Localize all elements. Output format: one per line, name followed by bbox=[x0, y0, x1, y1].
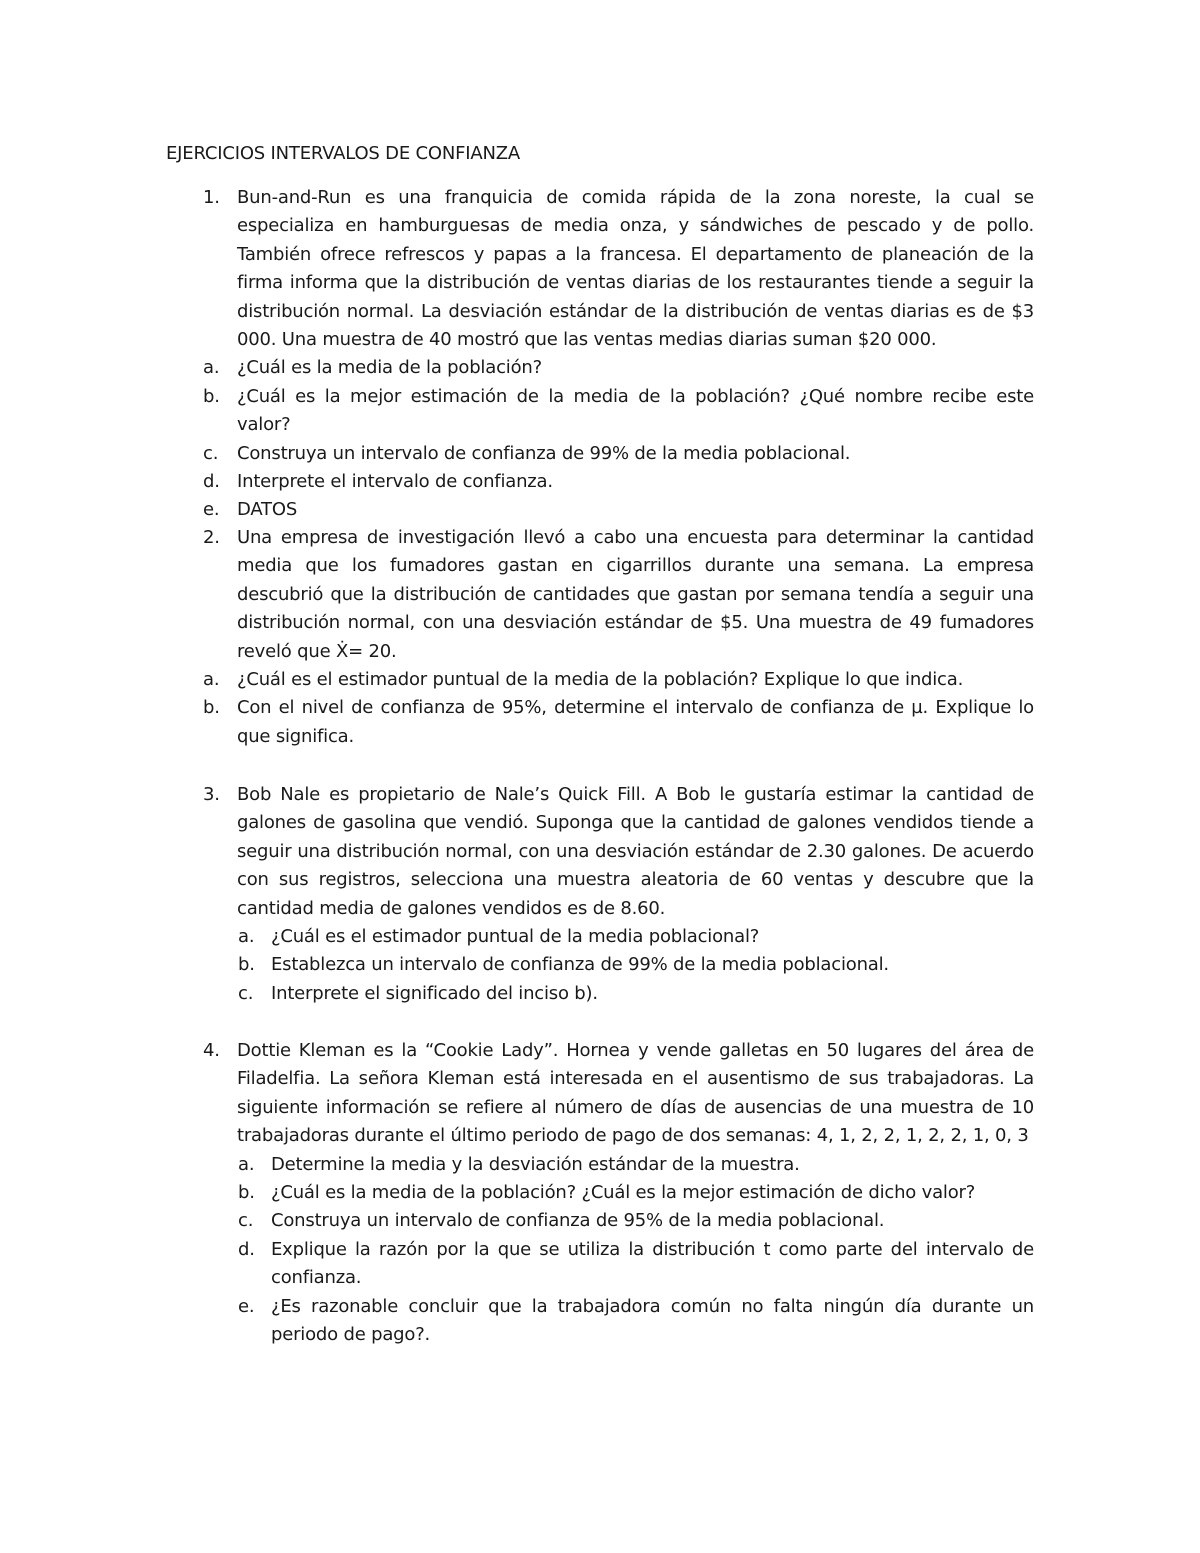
question-item bbox=[0, 1293, 1034, 1350]
question-text: Construya un intervalo de confianza de 95% de la media poblacional. bbox=[271, 1210, 885, 1232]
exercise-3 bbox=[0, 781, 1200, 1008]
exercise-text: Una empresa de investigación llevó a cabo una encuesta para determinar la cantidad media que los fumadores gastan en cigarrillos durante una semana. La empresa descubrió que la distribución de cantidades que gastan por semana tendía a seguir una distribución normal, con una desviación estándar de $5. Una muestra de 49 fumadores reveló que Ẋ= 20. bbox=[237, 527, 1034, 662]
exercise-number: 3. bbox=[203, 784, 220, 805]
question-item bbox=[0, 951, 1034, 979]
exercise-text: Dottie Kleman es la “Cookie Lady”. Hornea y vende galletas en 50 lugares del área de Filadelfia. La señora Kleman está interesada en el ausentismo de sus trabajadoras. La siguiente información se refiere al número de días de ausencias de una muestra de 10 trabajadoras durante el último periodo de pago de dos semanas: 4, 1, 2, 2, 1, 2, 2, 1, 0, 3 bbox=[237, 1040, 1034, 1147]
exercise-number: 4. bbox=[203, 1040, 220, 1061]
question-item bbox=[0, 923, 1034, 951]
question-item bbox=[0, 1151, 1034, 1179]
question-item bbox=[0, 1236, 1034, 1293]
question-item bbox=[0, 666, 1034, 694]
question-item bbox=[0, 694, 1034, 751]
question-text: ¿Cuál es la mejor estimación de la media de la población? ¿Qué nombre recibe este valor? bbox=[237, 385, 1034, 436]
question-letter: e. bbox=[238, 1295, 255, 1317]
exercise-number: 1. bbox=[203, 187, 220, 208]
question-text: Interprete el significado del inciso b). bbox=[271, 982, 598, 1004]
question-letter: b. bbox=[238, 954, 255, 976]
question-text: ¿Cuál es el estimador puntual de la media de la población? Explique lo que indica. bbox=[237, 669, 964, 691]
question-letter: a. bbox=[238, 926, 255, 948]
exercise-text: Bob Nale es propietario de Nale’s Quick Fill. A Bob le gustaría estimar la cantidad de galones de gasolina que vendió. Suponga que la cantidad de galones vendidos tiende a seguir una distribución normal, con una desviación estándar de 2.30 galones. De acuerdo con sus registros, selecciona una muestra aleatoria de 60 ventas y descubre que la cantidad media de galones vendidos es de 8.60. bbox=[237, 784, 1034, 919]
exercise-statement bbox=[0, 184, 1034, 354]
question-letter: c. bbox=[238, 1210, 254, 1232]
question-text: ¿Cuál es la media de la población? bbox=[237, 357, 542, 379]
question-letter: c. bbox=[238, 982, 254, 1004]
question-letter: b. bbox=[203, 385, 220, 407]
exercise-statement bbox=[0, 1037, 1034, 1151]
question-item bbox=[0, 980, 1034, 1008]
exercise-statement bbox=[0, 781, 1034, 923]
question-item bbox=[0, 1207, 1034, 1235]
question-text: ¿Cuál es la media de la población? ¿Cuál es la mejor estimación de dicho valor? bbox=[271, 1182, 976, 1204]
question-item bbox=[0, 468, 1034, 496]
question-text: Interprete el intervalo de confianza. bbox=[237, 471, 553, 493]
exercise-text: Bun-and-Run es una franquicia de comida rápida de la zona noreste, la cual se especializa en hamburguesas de media onza, y sándwiches de pescado y de pollo. También ofrece refrescos y papas a la francesa. El departamento de planeación de la firma informa que la distribución de ventas diarias de los restaurantes tiende a seguir la distribución normal. La desviación estándar de la distribución de ventas diarias es de $3 000. Una muestra de 40 mostró que las ventas medias diarias suman $20 000. bbox=[237, 187, 1034, 351]
question-item bbox=[0, 440, 1034, 468]
question-letter: b. bbox=[238, 1182, 255, 1204]
exercise-4 bbox=[0, 1037, 1200, 1349]
question-text: Con el nivel de confianza de 95%, determine el intervalo de confianza de µ. Explique lo que significa. bbox=[237, 697, 1034, 747]
question-letter: d. bbox=[203, 471, 220, 493]
exercise-1 bbox=[0, 184, 1200, 525]
question-text: Establezca un intervalo de confianza de 99% de la media poblacional. bbox=[271, 954, 889, 976]
question-letter: a. bbox=[238, 1153, 255, 1175]
question-letter: a. bbox=[203, 357, 220, 379]
page-title: EJERCICIOS INTERVALOS DE CONFIANZA bbox=[166, 143, 521, 164]
question-text: ¿Es razonable concluir que la trabajadora común no falta ningún día durante un periodo de pago?. bbox=[271, 1295, 1034, 1346]
question-text: Determine la media y la desviación estándar de la muestra. bbox=[271, 1153, 800, 1175]
exercise-statement bbox=[0, 524, 1034, 666]
question-item bbox=[0, 496, 1034, 524]
question-item bbox=[0, 383, 1034, 440]
question-letter: b. bbox=[203, 697, 220, 719]
question-text: Explique la razón por la que se utiliza la distribución t como parte del intervalo de confianza. bbox=[271, 1238, 1034, 1289]
question-item bbox=[0, 354, 1034, 382]
question-letter: a. bbox=[203, 669, 220, 691]
question-text: Construya un intervalo de confianza de 99% de la media poblacional. bbox=[237, 442, 851, 464]
question-letter: e. bbox=[203, 499, 220, 521]
question-text: DATOS bbox=[237, 499, 298, 521]
question-text: ¿Cuál es el estimador puntual de la media poblacional? bbox=[271, 926, 760, 948]
question-letter: c. bbox=[203, 442, 219, 464]
exercise-number: 2. bbox=[203, 527, 220, 548]
question-item bbox=[0, 1179, 1034, 1207]
question-letter: d. bbox=[238, 1238, 255, 1260]
exercise-2 bbox=[0, 524, 1200, 751]
